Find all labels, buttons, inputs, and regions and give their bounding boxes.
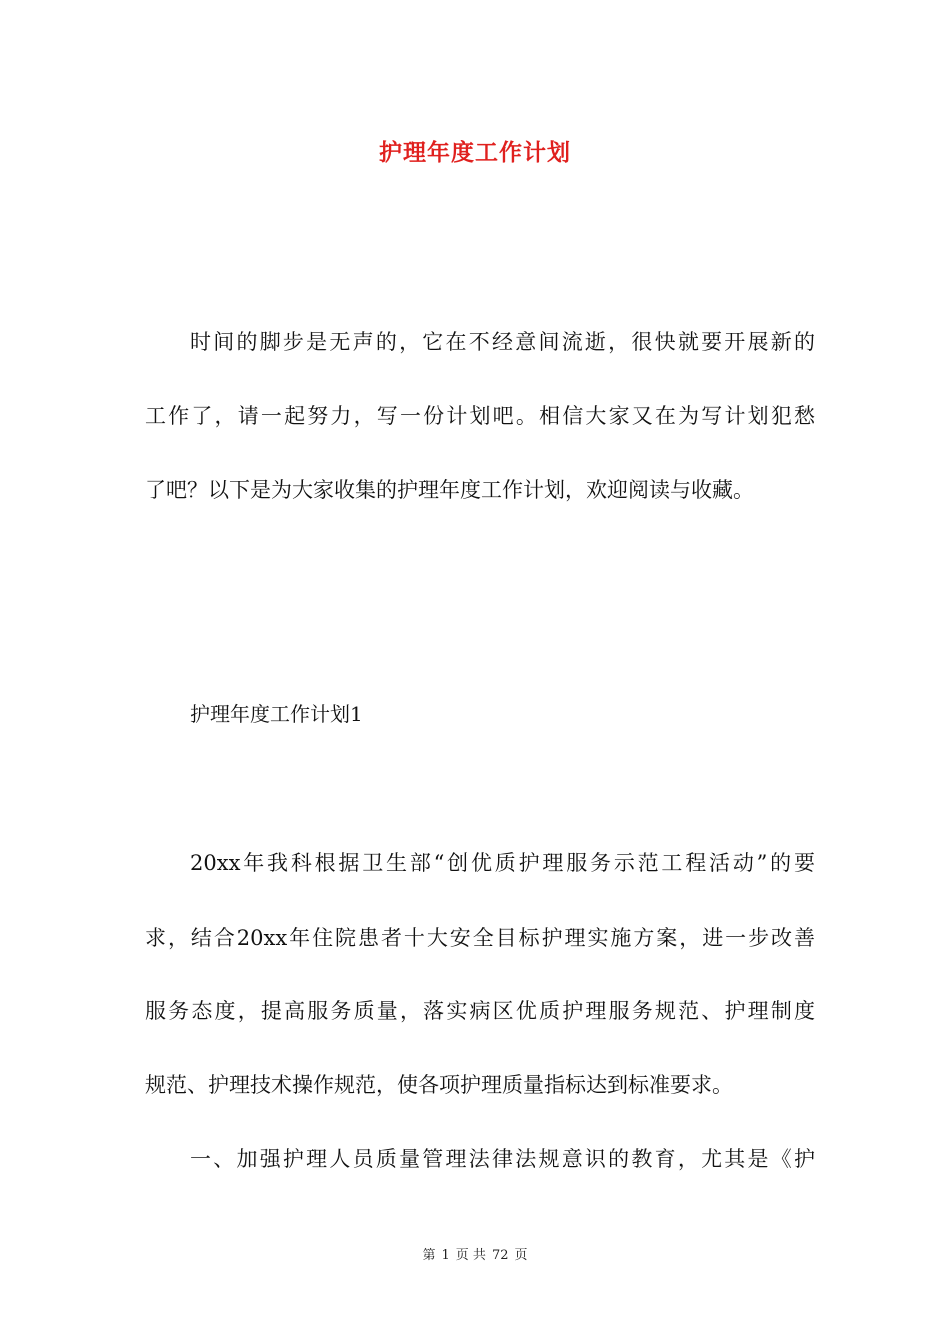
body-line-3: 服务态度，提高服务质量，落实病区优质护理服务规范、护理制度 xyxy=(145,999,815,1023)
footer-prefix: 第 xyxy=(422,1248,436,1263)
intro-line-1: 时间的脚步是无声的，它在不经意间流逝，很快就要开展新的 xyxy=(190,330,815,354)
footer-total-pages: 72 xyxy=(491,1248,509,1263)
body-line-4: 规范、护理技术操作规范，使各项护理质量指标达到标准要求。 xyxy=(145,1073,733,1097)
footer-page-number: 1 xyxy=(441,1248,450,1263)
footer-mid: 页 共 xyxy=(455,1248,486,1263)
page-footer xyxy=(0,1244,950,1263)
intro-line-2: 工作了，请一起努力，写一份计划吧。相信大家又在为写计划犯愁 xyxy=(145,404,815,428)
intro-line-3: 了吧？以下是为大家收集的护理年度工作计划，欢迎阅读与收藏。 xyxy=(145,478,754,502)
section-heading: 护理年度工作计划1 xyxy=(190,702,363,726)
body-line-2: 求，结合20xx年住院患者十大安全目标护理实施方案，进一步改善 xyxy=(145,926,815,950)
document-title: 护理年度工作计划 xyxy=(379,139,571,166)
body-line-1: 20xx年我科根据卫生部“创优质护理服务示范工程活动”的要 xyxy=(190,851,815,875)
body-line-5: 一、加强护理人员质量管理法律法规意识的教育，尤其是《护 xyxy=(190,1147,815,1171)
footer-suffix: 页 xyxy=(514,1248,528,1263)
